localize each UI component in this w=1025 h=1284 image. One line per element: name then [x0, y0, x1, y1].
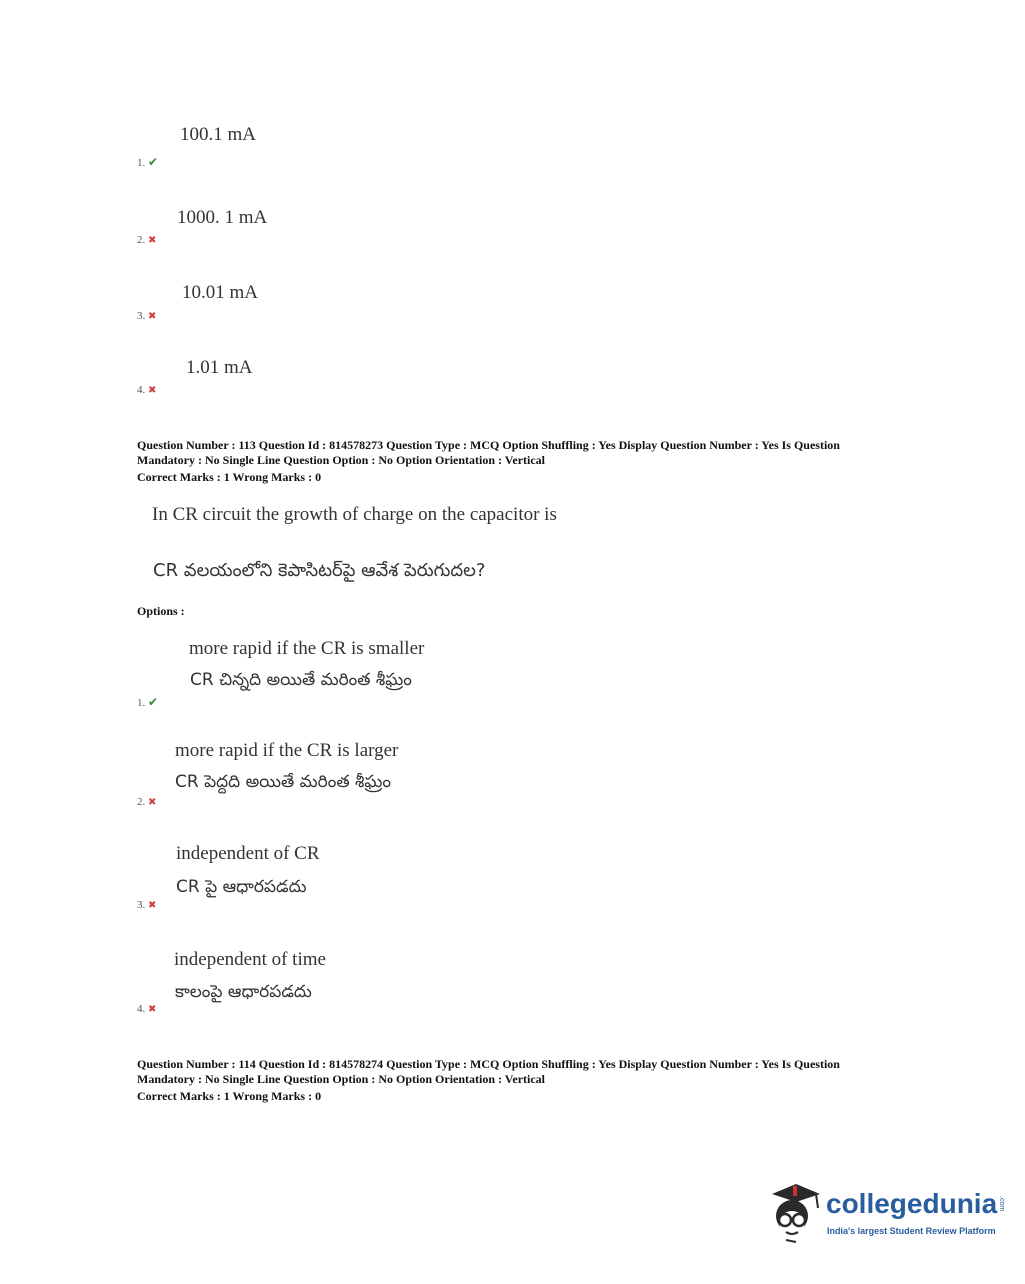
option-2-text-english: more rapid if the CR is larger: [175, 740, 399, 761]
logo-wordmark: collegedunia: [826, 1188, 998, 1219]
cross-icon: ✖: [148, 385, 157, 396]
option-3-text: 10.01 mA: [182, 282, 258, 303]
option-4-number: 4. ✖: [137, 384, 157, 396]
option-4-text-telugu: కాలంపై ఆధారపడదు: [175, 982, 312, 1002]
check-icon: ✔: [148, 695, 159, 709]
option-4-number: 4. ✖: [137, 1003, 157, 1015]
check-icon: ✔: [148, 155, 159, 169]
option-4-text-english: independent of time: [174, 949, 326, 970]
student-mascot-icon: [766, 1180, 826, 1244]
option-2-text-telugu: CR పెద్దది అయితే మరింత శీఘ్రం: [175, 772, 391, 792]
option-2-text: 1000. 1 mA: [177, 207, 268, 228]
option-3-text-english: independent of CR: [176, 843, 320, 864]
option-1-number: 1. ✔: [137, 155, 159, 169]
options-label: Options :: [137, 604, 185, 618]
cross-icon: ✖: [148, 311, 157, 322]
option-4-text: 1.01 mA: [186, 357, 253, 378]
cross-icon: ✖: [148, 1004, 157, 1015]
option-1-text: 100.1 mA: [180, 124, 256, 145]
cross-icon: ✖: [148, 900, 157, 911]
question-text-english: In CR circuit the growth of charge on the capacitor is: [152, 504, 557, 525]
logo-tagline: India's largest Student Review Platform: [827, 1226, 996, 1236]
option-1-number: 1. ✔: [137, 695, 159, 709]
option-1-text-telugu: CR చిన్నది అయితే మరింత శీఘ్రం: [190, 670, 412, 690]
option-2-number: 2. ✖: [137, 234, 157, 246]
option-3-number: 3. ✖: [137, 899, 157, 911]
question-marks: Correct Marks : 1 Wrong Marks : 0: [137, 470, 322, 484]
option-3-number: 3. ✖: [137, 310, 157, 322]
cross-icon: ✖: [148, 797, 157, 808]
question-meta: Question Number : 113 Question Id : 814578273 Question Type : MCQ Option Shuffling : Yes Display Question Number : Yes Is Question Mandatory : No Single Line Question Option : No Option Orientation : Vertical: [137, 438, 840, 467]
option-2-number: 2. ✖: [137, 796, 157, 808]
question-meta: Question Number : 114 Question Id : 814578274 Question Type : MCQ Option Shuffling : Yes Display Question Number : Yes Is Question Mandatory : No Single Line Question Option : No Option Orientation : Vertical: [137, 1057, 840, 1086]
option-1-text-english: more rapid if the CR is smaller: [189, 638, 425, 659]
option-3-text-telugu: CR పై ఆధారపడదు: [176, 877, 307, 897]
question-marks: Correct Marks : 1 Wrong Marks : 0: [137, 1089, 322, 1103]
logo-domain: .com: [998, 1196, 1006, 1212]
collegedunia-logo[interactable]: [766, 1178, 1006, 1248]
cross-icon: ✖: [148, 235, 157, 246]
question-text-telugu: CR వలయంలోని కెపాసిటర్‌పై ఆవేశ పెరుగుదల?: [153, 560, 486, 581]
